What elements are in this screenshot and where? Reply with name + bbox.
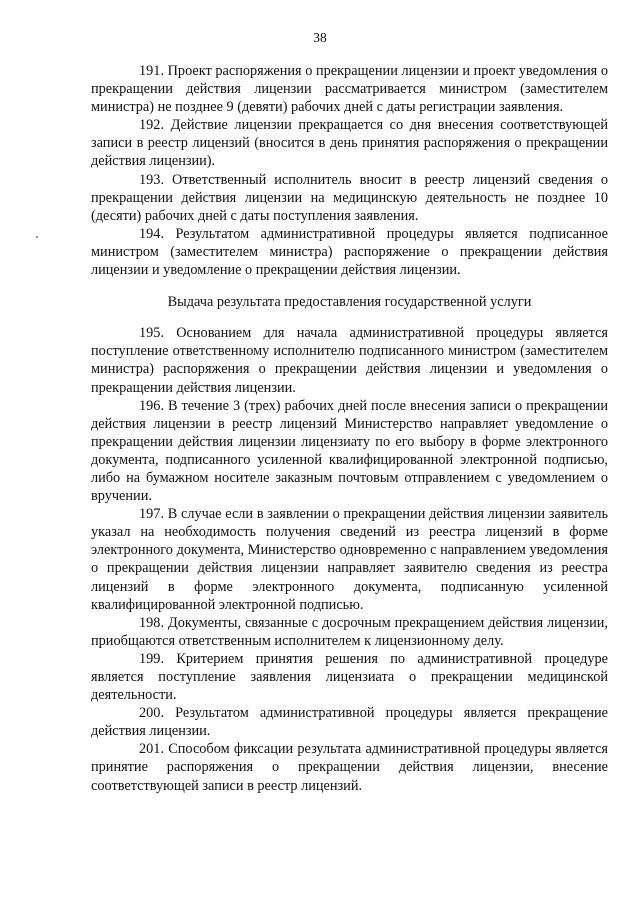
page-number: 38 (313, 30, 327, 45)
paragraph-192: 192. Действие лицензии прекращается со дня внесения соответствующей записи в реестр лицензий (вносится в день принятия распоряжения о прекращении действия лицензии). (91, 117, 608, 170)
paragraph-196: 196. В течение 3 (трех) рабочих дней после внесения записи о прекращении действия лицензии в реестр лицензий Министерство направляет уведомление о прекращении действия лицензии лицензиату по его выбору в форме электронного документа, подписанного усиленной квалифицированной электронной подписью, либо на бумажном носителе заказным почтовым отправлением с уведомлением о вручении. (91, 397, 608, 505)
paragraph-197: 197. В случае если в заявлении о прекращении действия лицензии заявитель указал на необходимость получения сведений из реестра лицензий в форме электронного документа, Министерство одновременно с направлением уведомления о прекращении действия лицензии направляет заявителю сведения из реестра лицензий в форме электронного документа, подписанную усиленной квалифицированной электронной подписью. (91, 506, 608, 613)
section-heading: Выдача результата предоставления государственной услуги (167, 294, 532, 311)
paragraph-198: 198. Документы, связанные с досрочным прекращением действия лицензии, приобщаются ответственным исполнителем к лицензионному делу. (91, 614, 608, 649)
paragraph-193: 193. Ответственный исполнитель вносит в реестр лицензий сведения о прекращении действия лицензии на медицинскую деятельность не позднее 10 (десяти) рабочих дней с даты поступления заявления. (91, 171, 608, 224)
paragraph-201: 201. Способом фиксации результата административной процедуры является принятие распоряжения о прекращении действия лицензии, внесение соответствующей записи в реестр лицензий. (91, 741, 608, 794)
document-body (91, 62, 608, 795)
paragraph-194: 194. Результатом административной процедуры является подписанное министром (заместителем министра) распоряжение о прекращении действия лицензии и уведомление о прекращении действия лицензии. (91, 225, 608, 279)
paragraph-195: 195. Основанием для начала административной процедуры является поступление ответственному исполнителю подписанного министром (заместителем министра) распоряжения о прекращении действия лицензии и уведомления о прекращении действия лицензии. (91, 325, 608, 396)
paragraph-199: 199. Критерием принятия решения по административной процедуре является поступление заявления лицензиата о прекращении медицинской деятельности. (91, 650, 608, 704)
paragraph-191: 191. Проект распоряжения о прекращении лицензии и проект уведомления о прекращении действия лицензии рассматривается министром (заместителем министра) не позднее 9 (девяти) рабочих дней с даты регистрации заявления. (91, 63, 608, 116)
paragraph-200: 200. Результатом административной процедуры является прекращение действия лицензии. (91, 705, 608, 740)
scan-speck (36, 236, 38, 238)
